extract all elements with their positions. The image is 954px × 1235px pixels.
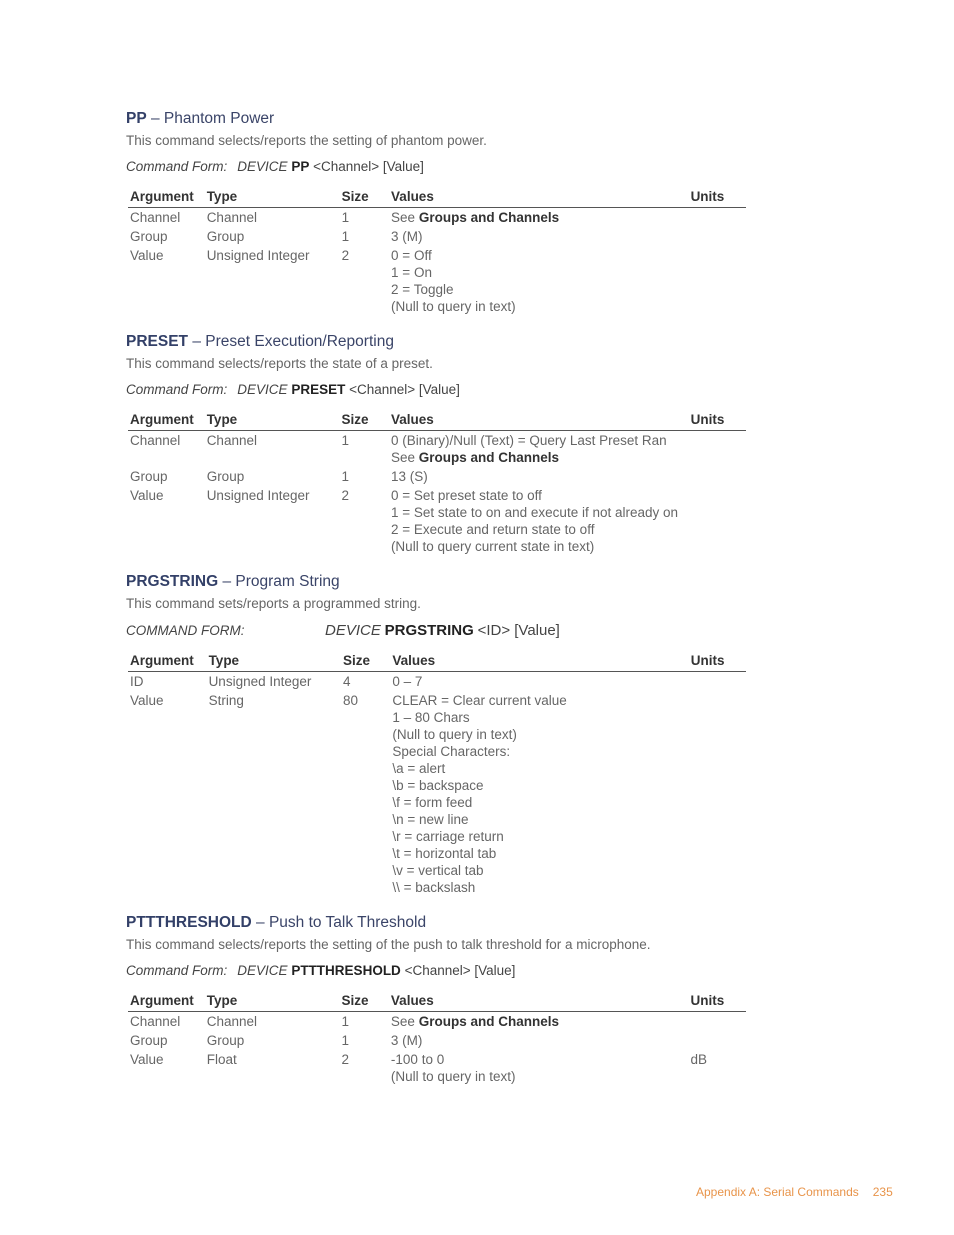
- value-line: (Null to query in text): [390, 1069, 516, 1084]
- command-keyword: PTTTHRESHOLD: [291, 963, 401, 978]
- section-title: [126, 914, 746, 932]
- command-keyword: PRGSTRING: [384, 622, 474, 639]
- command-args: <Channel> [Value]: [313, 159, 424, 174]
- cell-values: [389, 1012, 689, 1031]
- cell-type: Channel: [206, 1014, 257, 1029]
- cell-values: 3 (M): [390, 1033, 423, 1048]
- cell-type: Unsigned Integer: [206, 488, 310, 503]
- header-size: Size: [340, 411, 389, 431]
- header-argument: Argument: [128, 992, 205, 1012]
- table-header-row: [128, 411, 746, 431]
- value-line: \n = new line: [392, 812, 469, 827]
- header-units: Units: [689, 992, 746, 1012]
- section-description: This command selects/reports the setting of the push to talk threshold for a microphone.: [126, 937, 651, 952]
- cell-units: [689, 208, 746, 227]
- section-description: This command selects/reports the state of a preset.: [126, 356, 433, 371]
- cell-values: 0 – 7: [392, 674, 423, 689]
- cell-units: [689, 1030, 746, 1049]
- cell-argument: Value: [130, 488, 164, 503]
- cell-size: 2: [341, 1052, 349, 1067]
- section-title: [126, 110, 746, 128]
- cell-size: 2: [341, 248, 350, 263]
- command-keyword: PP: [291, 159, 310, 174]
- cell-units: [689, 431, 746, 467]
- table-row: [128, 1012, 746, 1031]
- table-row: [128, 208, 746, 227]
- cell-units: [689, 690, 746, 896]
- header-argument: Argument: [128, 411, 205, 431]
- header-values: Values: [389, 411, 689, 431]
- value-line: \f = form feed: [392, 795, 473, 810]
- header-units: Units: [689, 411, 746, 431]
- cell-units: [689, 672, 746, 691]
- cell-argument: Value: [130, 1052, 164, 1067]
- value-line: 0 = Set preset state to off: [390, 488, 542, 503]
- cell-size: 1: [341, 469, 350, 484]
- cell-argument: ID: [130, 674, 144, 689]
- command-name: – Push to Talk Threshold: [256, 914, 427, 931]
- value-line: \t = horizontal tab: [392, 846, 497, 861]
- cell-values: [389, 245, 689, 315]
- argument-table: [128, 652, 746, 896]
- table-header-row: [128, 652, 746, 672]
- command-form: [126, 381, 746, 399]
- cell-argument: Group: [130, 469, 168, 484]
- command-form-label: COMMAND FORM:: [126, 623, 245, 638]
- command-code: PRGSTRING: [126, 573, 219, 590]
- value-line: \v = vertical tab: [392, 863, 484, 878]
- header-type: Type: [205, 411, 340, 431]
- table-row: [128, 1030, 746, 1049]
- argument-table: [128, 188, 746, 315]
- value-line: 0 = Off: [391, 248, 432, 263]
- table-row: [128, 431, 746, 467]
- section-pp: [126, 110, 746, 315]
- argument-table: [128, 992, 746, 1085]
- command-name: – Preset Execution/Reporting: [192, 333, 394, 350]
- command-code: PRESET: [126, 333, 189, 350]
- value-link-text: Groups and Channels: [418, 210, 560, 225]
- command-args: <ID> [Value]: [477, 622, 560, 639]
- header-size: Size: [339, 992, 388, 1012]
- command-form-label: Command Form:: [126, 382, 228, 397]
- value-line: \r = carriage return: [392, 829, 504, 844]
- argument-table: [128, 411, 746, 555]
- page-footer: [696, 1185, 893, 1199]
- value-line: \a = alert: [392, 761, 446, 776]
- value-line: (Null to query in text): [392, 727, 517, 742]
- cell-type: Group: [206, 469, 245, 484]
- command-form-label: Command Form:: [126, 159, 228, 174]
- command-form: [126, 158, 746, 176]
- cell-argument: Channel: [130, 210, 181, 225]
- value-line: 1 = Set state to on and execute if not already on: [390, 505, 679, 520]
- cell-argument: Channel: [130, 433, 181, 448]
- value-link-text: Groups and Channels: [418, 450, 559, 465]
- cell-argument: Group: [130, 229, 168, 244]
- cell-size: 1: [341, 229, 350, 244]
- value-text: See: [391, 210, 419, 225]
- command-form: [126, 622, 746, 640]
- value-line: [391, 449, 689, 466]
- header-argument: Argument: [128, 652, 207, 672]
- value-line: 1 – 80 Chars: [392, 710, 470, 725]
- cell-size: 1: [341, 433, 350, 448]
- header-type: Type: [205, 992, 340, 1012]
- header-units: Units: [689, 652, 746, 672]
- cell-type: Group: [206, 229, 245, 244]
- cell-values: [390, 690, 688, 896]
- header-size: Size: [340, 188, 389, 208]
- section-pttthreshold: [126, 914, 746, 1085]
- value-line: \b = backspace: [392, 778, 484, 793]
- cell-values: [389, 431, 689, 467]
- value-line: (Null to query current state in text): [390, 539, 595, 554]
- value-link-text: Groups and Channels: [418, 1014, 559, 1029]
- cell-type: Group: [206, 1033, 245, 1048]
- cell-size: 80: [343, 693, 359, 708]
- cell-type: Unsigned Integer: [206, 248, 310, 263]
- value-line: 0 (Binary)/Null (Text) = Query Last Preset Ran: [390, 433, 667, 448]
- cell-units: [689, 245, 746, 315]
- header-argument: Argument: [128, 188, 205, 208]
- cell-type: Channel: [206, 210, 257, 225]
- cell-size: 4: [343, 674, 351, 689]
- command-form-label: Command Form:: [126, 963, 228, 978]
- value-line: 1 = On: [391, 265, 432, 280]
- device-label: DEVICE: [325, 622, 381, 639]
- command-form: [126, 962, 746, 980]
- cell-size: 1: [341, 1014, 349, 1029]
- table-row: [128, 1049, 746, 1085]
- device-label: DEVICE: [237, 963, 288, 978]
- command-code: PP: [126, 110, 147, 127]
- table-row: [128, 690, 746, 896]
- cell-argument: Value: [130, 248, 164, 263]
- header-type: Type: [207, 652, 341, 672]
- table-row: [128, 672, 746, 691]
- cell-argument: Channel: [130, 1014, 181, 1029]
- cell-argument: Value: [130, 693, 164, 708]
- cell-units: [689, 485, 746, 555]
- table-row: [128, 226, 746, 245]
- value-line: (Null to query in text): [391, 299, 516, 314]
- header-values: Values: [389, 992, 689, 1012]
- table-header-row: [128, 992, 746, 1012]
- cell-values: [389, 208, 689, 227]
- value-line: 2 = Toggle: [391, 282, 454, 297]
- cell-units: [689, 226, 746, 245]
- cell-size: 1: [341, 210, 350, 225]
- section-description: This command sets/reports a programmed string.: [126, 596, 421, 611]
- table-header-row: [128, 188, 746, 208]
- value-line: CLEAR = Clear current value: [392, 693, 567, 708]
- cell-type: Unsigned Integer: [208, 674, 312, 689]
- command-name: – Program String: [222, 573, 340, 590]
- cell-units: [689, 1012, 746, 1031]
- device-label: DEVICE: [237, 159, 288, 174]
- section-title: [126, 573, 746, 591]
- cell-size: 2: [341, 488, 350, 503]
- cell-type: String: [208, 693, 244, 708]
- value-text: See: [390, 1014, 419, 1029]
- command-code: PTTTHRESHOLD: [126, 914, 252, 931]
- header-values: Values: [389, 188, 689, 208]
- value-line: \\ = backslash: [392, 880, 476, 895]
- cell-values: 13 (S): [390, 469, 428, 484]
- footer-section-title: Appendix A: Serial Commands: [696, 1185, 859, 1199]
- cell-argument: Group: [130, 1033, 168, 1048]
- section-title: [126, 333, 746, 351]
- cell-units: [689, 466, 746, 485]
- header-units: Units: [689, 188, 746, 208]
- value-line: Special Characters:: [392, 744, 511, 759]
- table-row: [128, 245, 746, 315]
- page-number: 235: [872, 1185, 893, 1199]
- cell-units: dB: [690, 1052, 708, 1067]
- command-keyword: PRESET: [291, 382, 346, 397]
- section-description: This command selects/reports the setting of phantom power.: [126, 133, 487, 148]
- header-type: Type: [205, 188, 340, 208]
- value-line: -100 to 0: [390, 1052, 445, 1067]
- cell-values: 3 (M): [391, 229, 423, 244]
- command-args: <Channel> [Value]: [349, 382, 460, 397]
- value-line: 2 = Execute and return state to off: [390, 522, 595, 537]
- command-args: <Channel> [Value]: [404, 963, 516, 978]
- section-prgstring: [126, 573, 746, 896]
- cell-values: [389, 1049, 689, 1085]
- cell-type: Float: [206, 1052, 237, 1067]
- cell-values: [389, 485, 689, 555]
- device-label: DEVICE: [237, 382, 288, 397]
- header-size: Size: [341, 652, 390, 672]
- table-row: [128, 466, 746, 485]
- cell-size: 1: [341, 1033, 349, 1048]
- value-text: See: [390, 450, 419, 465]
- cell-type: Channel: [206, 433, 257, 448]
- command-name: – Phantom Power: [151, 110, 275, 127]
- section-preset: [126, 333, 746, 555]
- header-values: Values: [390, 652, 688, 672]
- table-row: [128, 485, 746, 555]
